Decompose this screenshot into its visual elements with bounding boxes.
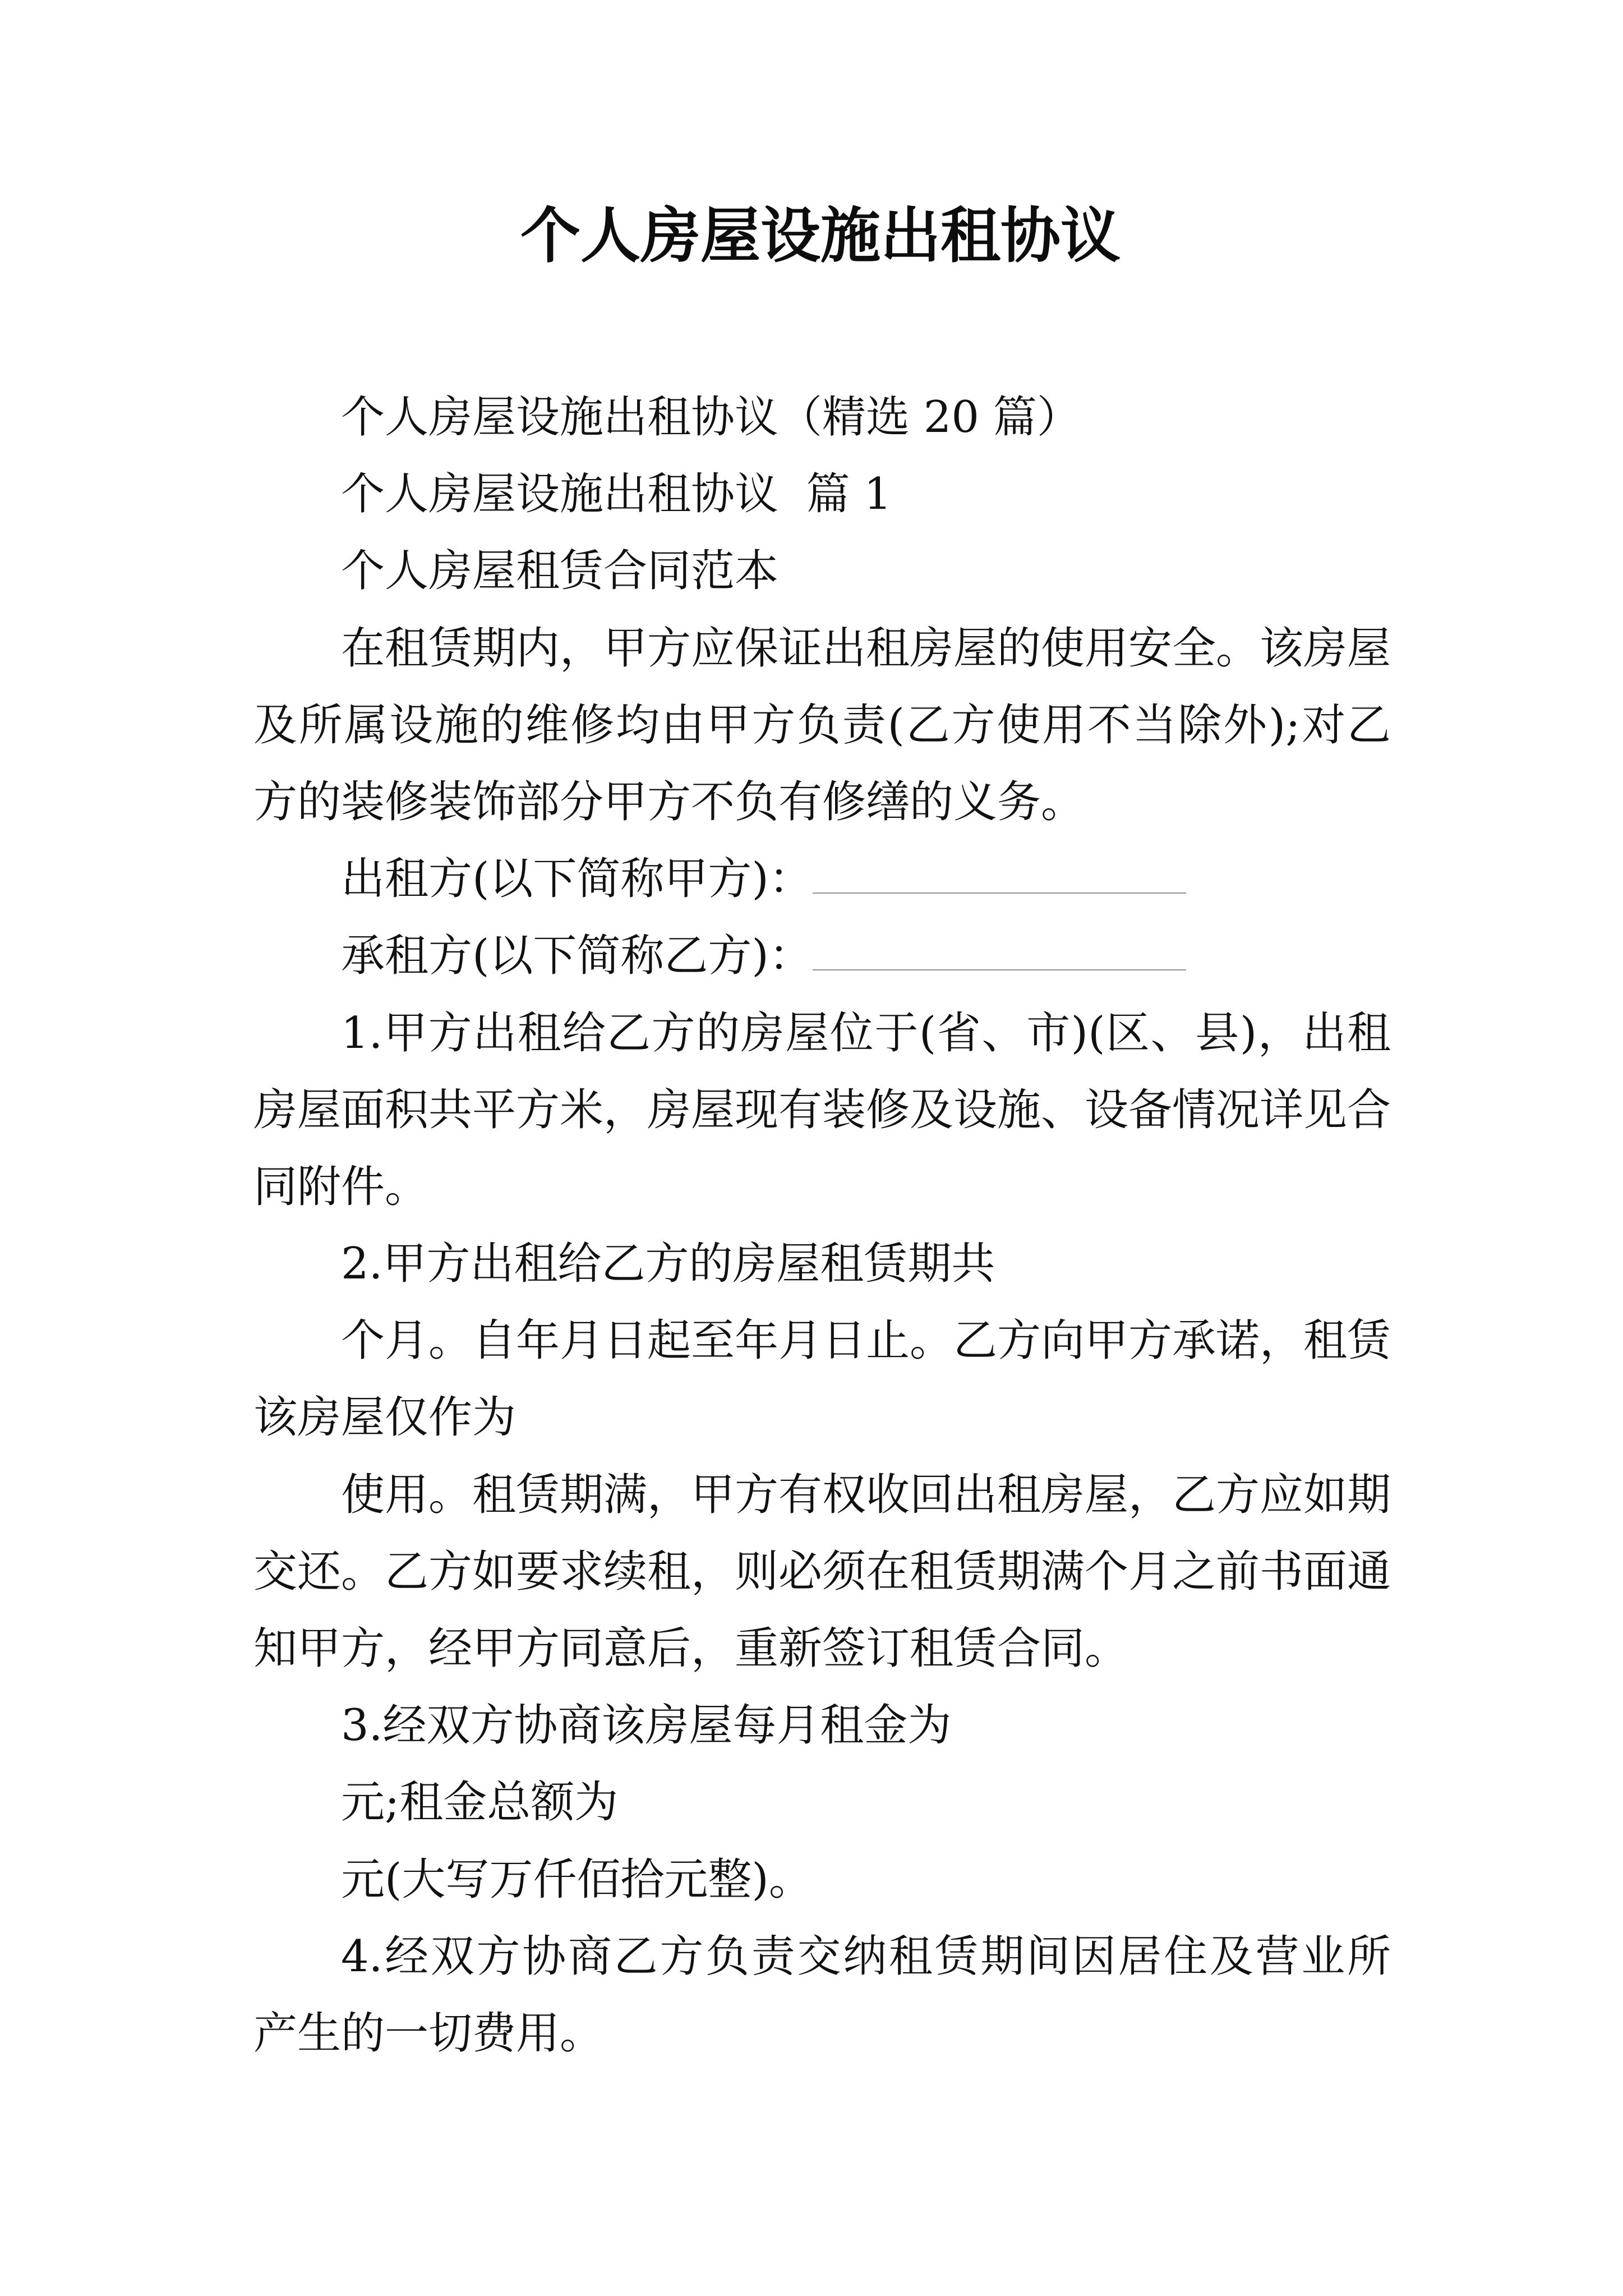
document-body xyxy=(253,379,1391,2072)
paragraph-line: 知甲方，经甲方同意后，重新签订租赁合同。 xyxy=(253,1623,1129,1674)
paragraph xyxy=(253,1303,1391,1456)
paragraph-line: 及所属设施的维修均由甲方负责(乙方使用不当除外);对乙 xyxy=(253,700,1391,751)
paragraph-line: 元;租金总额为 xyxy=(341,1777,619,1828)
paragraph xyxy=(253,1764,1391,1841)
clause-1 xyxy=(253,995,1391,1226)
paragraph-line: 1.甲方出租给乙方的房屋位于(省、市)(区、县)，出租 xyxy=(341,1007,1391,1059)
lessee-line xyxy=(253,918,1391,995)
paragraph xyxy=(253,610,1391,841)
paragraph-line: 同附件。 xyxy=(253,1161,429,1212)
lessee-field xyxy=(253,918,1391,995)
paragraph xyxy=(253,1457,1391,1688)
section-heading xyxy=(253,456,1391,533)
paragraph-line: 在租赁期内，甲方应保证出租房屋的使用安全。该房屋 xyxy=(341,623,1391,674)
clause-3 xyxy=(253,1687,1391,1764)
lessor-blank-underline xyxy=(813,871,1186,894)
lessee-label: 承租方(以下简称乙方)： xyxy=(341,931,813,982)
paragraph-line: 4.经双方协商乙方负责交纳租赁期间因居住及营业所 xyxy=(341,1931,1391,1982)
contract-template-title-line: 个人房屋租赁合同范本 xyxy=(341,546,779,597)
paragraph-line: 3.经双方协商该房屋每月租金为 xyxy=(341,1700,952,1751)
clause-4 xyxy=(253,1918,1391,2072)
lessor-field xyxy=(253,841,1391,918)
paragraph-line: 方的装修装饰部分甲方不负有修缮的义务。 xyxy=(253,776,1085,827)
paragraph xyxy=(253,1842,1391,1918)
contract-template-title xyxy=(253,533,1391,610)
paragraph-line: 该房屋仅作为 xyxy=(253,1392,517,1443)
paragraph-line: 元(大写万仟佰拾元整)。 xyxy=(341,1854,813,1905)
document-title: 个人房屋设施出租协议 xyxy=(520,201,1121,271)
collection-heading-line: 个人房屋设施出租协议（精选 20 篇） xyxy=(341,392,1081,443)
paragraph-line: 交还。乙方如要求续租，则必须在租赁期满个月之前书面通 xyxy=(253,1546,1391,1597)
paragraph-line: 使用。租赁期满，甲方有权收回出租房屋，乙方应如期 xyxy=(341,1469,1391,1520)
paragraph-line: 个月。自年月日起至年月日止。乙方向甲方承诺，租赁 xyxy=(341,1315,1391,1366)
section-heading-line: 个人房屋设施出租协议 篇 1 xyxy=(341,469,892,520)
paragraph-line: 2.甲方出租给乙方的房屋租赁期共 xyxy=(341,1239,995,1290)
lessor-line xyxy=(253,841,1391,918)
collection-heading xyxy=(253,379,1391,456)
clause-2 xyxy=(253,1226,1391,1303)
paragraph-line: 产生的一切费用。 xyxy=(253,2008,604,2059)
paragraph-line: 房屋面积共平方米，房屋现有装修及设施、设备情况详见合 xyxy=(253,1084,1391,1135)
lessee-blank-underline xyxy=(813,947,1186,970)
lessor-label: 出租方(以下简称甲方)： xyxy=(341,854,813,905)
